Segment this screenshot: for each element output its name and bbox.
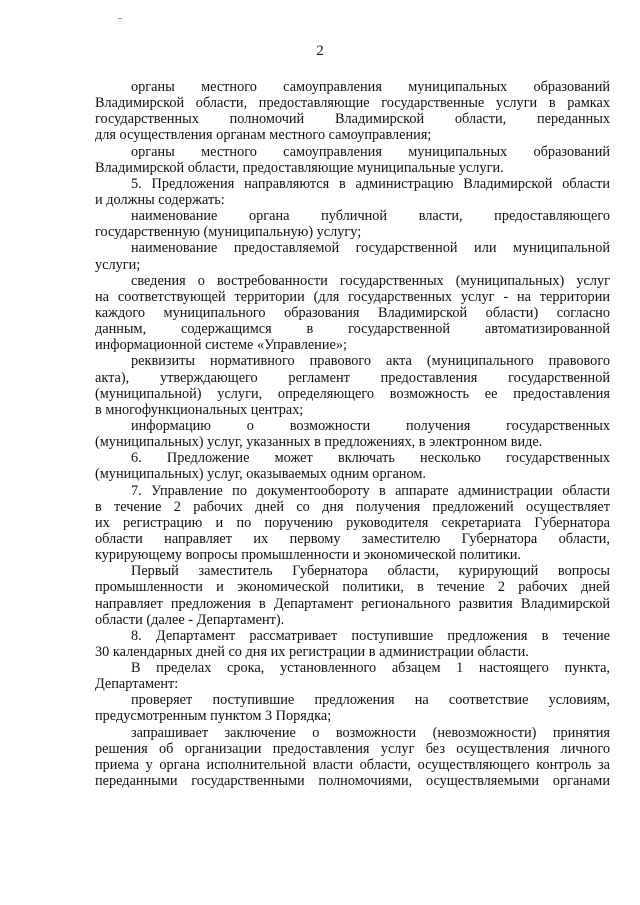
text-line: 5. Предложения направляются в администрацию Владимирской области xyxy=(131,175,610,192)
text-line: переданными государственными полномочиями, осуществляемыми органами xyxy=(95,773,610,790)
text-line: В пределах срока, установленного абзацем 1 настоящего пункта, xyxy=(131,660,610,677)
text-line: (муниципальных) услуг, оказываемых одним органом. xyxy=(95,466,426,483)
document-body xyxy=(95,79,610,789)
text-line: области (далее - Департамент). xyxy=(95,611,285,628)
text-line: услуги; xyxy=(95,256,141,273)
text-line: органы местного самоуправления муниципальных образований xyxy=(131,143,610,160)
text-line: 7. Управление по документообороту в аппарате администрации области xyxy=(131,482,610,499)
text-line: сведения о востребованности государственных (муниципальных) услуг xyxy=(131,272,610,289)
text-line: 8. Департамент рассматривает поступившие предложения в течение xyxy=(131,627,610,644)
text-line: реквизиты нормативного правового акта (муниципального правового xyxy=(131,353,610,370)
text-line: государственную (муниципальную) услугу; xyxy=(95,224,362,241)
text-line: Департамент: xyxy=(95,676,179,693)
text-line: Владимирской области, предоставляющие муниципальные услуги. xyxy=(95,159,504,176)
text-line: области направляет их первому заместителю Губернатора области, xyxy=(95,530,610,547)
text-line: информацию о возможности получения государственных xyxy=(131,417,610,434)
text-line: решения об организации предоставления услуг без осуществления личного xyxy=(95,740,610,757)
text-line: Владимирской области, предоставляющие государственные услуги в рамках xyxy=(95,95,610,112)
text-line: направляет предложения в Департамент регионального развития Владимирской xyxy=(95,595,610,612)
text-line: органы местного самоуправления муниципальных образований xyxy=(131,79,610,95)
text-line: курирующему вопросы промышленности и экономической политики. xyxy=(95,547,521,564)
text-line: данным, содержащимся в государственной автоматизированной xyxy=(95,321,610,338)
text-line: промышленности и экономической политики, в течение 2 рабочих дней xyxy=(95,579,610,596)
text-line: информационной системе «Управление»; xyxy=(95,337,347,354)
text-line: их регистрацию и по поручению руководителя секретариата Губернатора xyxy=(95,514,610,531)
text-line: (муниципальной) услуги, определяющего возможность ее предоставления xyxy=(95,385,610,402)
text-line: и должны содержать: xyxy=(95,191,225,208)
text-line: акта), утверждающего регламент предоставления государственной xyxy=(95,369,610,386)
text-line: Первый заместитель Губернатора области, курирующий вопросы xyxy=(131,563,610,580)
text-line: проверяет поступившие предложения на соответствие условиям, xyxy=(131,692,610,709)
text-line: предусмотренным пунктом 3 Порядка; xyxy=(95,708,332,725)
text-line: (муниципальных) услуг, указанных в предложениях, в электронном виде. xyxy=(95,434,543,451)
text-line: наименование органа публичной власти, предоставляющего xyxy=(131,208,610,225)
page-number: 2 xyxy=(316,43,324,59)
text-line: в течение 2 рабочих дней со дня получения предложений осуществляет xyxy=(95,498,610,515)
text-line: в многофункциональных центрах; xyxy=(95,401,304,418)
text-line: для осуществления органам местного самоуправления; xyxy=(95,127,432,144)
text-line: запрашивает заключение о возможности (невозможности) принятия xyxy=(131,724,610,741)
text-line: на соответствующей территории (для государственных услуг - на территории xyxy=(95,288,610,305)
text-line: государственных полномочий Владимирской области, переданных xyxy=(95,111,610,128)
text-line: 30 календарных дней со дня их регистрации в администрации области. xyxy=(95,643,529,660)
text-line: 6. Предложение может включать несколько государственных xyxy=(131,450,610,467)
text-line: приема у органа исполнительной власти области, осуществляющего контроль за xyxy=(95,756,610,773)
text-line: наименование предоставляемой государственной или муниципальной xyxy=(131,240,610,257)
text-line: каждого муниципального образования Владимирской области) согласно xyxy=(95,304,610,321)
scan-mark xyxy=(118,18,122,19)
